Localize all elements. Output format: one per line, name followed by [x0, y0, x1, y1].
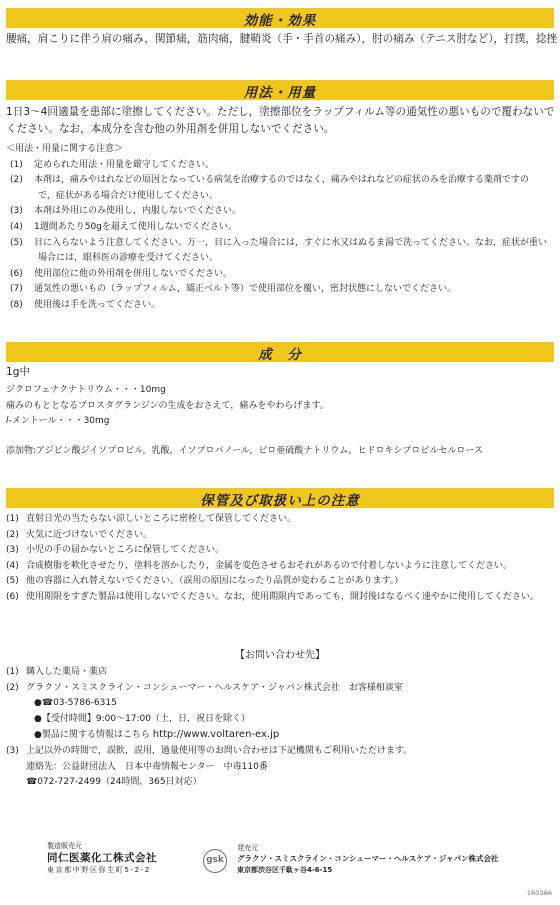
- storage-title: 保管及び取扱い上の注意: [200, 493, 360, 509]
- usage-caution-item: [6, 251, 554, 267]
- gsk-logo-icon: gsk: [203, 849, 227, 873]
- ingredients-additives: 添加物:アジピン酸ジイソプロピル，乳酸，イソプロパノール，ピロ亜硫酸ナトリウム，ヒドロキシプロピルセルロース: [6, 445, 483, 456]
- storage-item: [6, 543, 554, 559]
- usage-caution-item: [6, 267, 554, 283]
- ingredients-line3-text: -メントール・・・30mg: [8, 416, 110, 427]
- usage-caution-item: [6, 282, 554, 298]
- usage-caution-item: [6, 173, 554, 189]
- contact-item1: [6, 665, 554, 681]
- storage-item-num: (1): [6, 514, 19, 524]
- usage-caution-item-num: (3): [10, 206, 23, 217]
- ingredients-line3: [6, 414, 554, 430]
- contact-web-link[interactable]: http://www.voltaren-ex.jp: [152, 729, 280, 741]
- storage-item: [6, 512, 554, 528]
- seller-block: [237, 844, 499, 875]
- usage-caution-item-text: 本剤は外用にのみ使用し，内服しないでください。: [34, 206, 242, 217]
- contact-section: [6, 648, 554, 791]
- contact-item2: [6, 681, 554, 697]
- usage-caution-item: [6, 236, 554, 252]
- usage-caution: [6, 142, 554, 314]
- usage-caution-item-num: (8): [10, 299, 23, 310]
- usage-caution-title: ＜用法・用量に関する注意＞: [6, 144, 124, 154]
- contact-poison-phone: ☎072-727-2499（24時間，365日対応）: [26, 777, 202, 788]
- storage-item-text: 直射日光の当たらない涼しいところに密栓して保管してください。: [26, 514, 297, 524]
- usage-caution-item-num: (1): [10, 159, 23, 170]
- storage-item-text: 使用期限をすぎた製品は使用しないでください。なお，使用期限内であっても，開封後はなるべく速やかに使用してください。: [26, 591, 539, 602]
- usage-caution-item: [6, 204, 554, 220]
- storage-item: [6, 528, 554, 544]
- storage-item-text: 合成樹脂を軟化させたり，塗料を溶かしたり，金属を変色させるおそれがあるので付着しないように注意してください。: [26, 560, 513, 571]
- storage-item: [6, 590, 554, 606]
- contact-item3-text: 上記以外の時間で，誤飲，誤用，過量使用等のお問い合わせは下記機関もご利用いただけます。: [26, 745, 413, 756]
- contact-item1-num: (1): [6, 667, 19, 677]
- effects-body: [6, 31, 558, 48]
- ingredients-line1: ジクロフェナクナトリウム・・・10mg: [6, 385, 166, 395]
- contact-phone: ●☎03-5786-6315: [34, 698, 117, 709]
- usage-caution-item-text: で，症状がある場合だけ使用してください。: [38, 190, 218, 201]
- maker-address: 東京都中野区弥生町5-2-2: [47, 866, 151, 874]
- contact-item2-num: (2): [6, 682, 19, 693]
- storage-item: [6, 559, 554, 575]
- contact-title: 【お問い合わせ先】: [235, 650, 325, 661]
- maker-name: 同仁医薬化工株式会社: [47, 852, 157, 864]
- contact-web: [6, 727, 554, 744]
- usage-title: 用法・用量: [243, 85, 317, 101]
- effects-text: 腰痛，肩こりに伴う肩の痛み，関節痛，筋肉痛，腱鞘炎（手・手首の痛み），肘の痛み（テニス肘など），打撲，捻挫: [6, 33, 558, 45]
- seller-name: グラクソ・スミスクライン・コンシューマー・ヘルスケア・ジャパン株式会社: [237, 854, 499, 863]
- storage-item-num: (6): [6, 591, 19, 602]
- contact-item2-text: グラクソ・スミスクライン・コンシューマー・ヘルスケア・ジャパン株式会社 お客様相談室: [26, 682, 403, 693]
- contact-org: 連絡先：公益財団法人 日本中毒情報センター 中毒110番: [26, 761, 268, 772]
- storage-item-text: 小児の手の届かないところに保管してください。: [26, 545, 225, 556]
- usage-caution-item-num: (2): [10, 175, 23, 186]
- ingredients-header: [6, 342, 554, 362]
- storage-item: [6, 574, 554, 590]
- effects-title: 効能・効果: [243, 13, 317, 29]
- ingredients-body: [6, 364, 554, 459]
- contact-item1-text: 購入した薬局・薬店: [26, 667, 108, 677]
- usage-body: [6, 104, 554, 138]
- storage-item-num: (5): [6, 576, 19, 587]
- usage-caution-item-text: 本剤は，痛みやはれなどの原因となっている病気を治療するのではなく，痛みやはれなどの症状のみを治療する薬剤ですの: [34, 175, 529, 186]
- usage-caution-item-text: 定められた用法・用量を厳守してください。: [34, 159, 215, 170]
- contact-item3-num: (3): [6, 745, 19, 756]
- effects-header: [6, 8, 554, 28]
- usage-caution-item-text: 目に入らないよう注意してください。万一，目に入った場合には，すぐに水又はぬるま湯で洗ってください。なお，症状が重い: [34, 237, 548, 248]
- ingredients-line3-prefix: l: [6, 416, 9, 427]
- storage-item-num: (4): [6, 560, 19, 571]
- usage-caution-item-text: 使用後は手を洗ってください。: [34, 299, 161, 310]
- usage-caution-item: [6, 189, 554, 205]
- usage-caution-item-num: (7): [10, 284, 23, 295]
- usage-caution-item: [6, 220, 554, 236]
- contact-item3: [6, 744, 554, 760]
- usage-caution-item-text: 通気性の悪いもの（ラップフィルム，矯正ベルト等）で使用部位を覆い，密封状態にしないでください。: [34, 284, 457, 295]
- storage-item-text: 他の容器に入れ替えないでください。（誤用の原因になったり品質が変わることがあります。）: [26, 576, 404, 587]
- usage-text-line1: 1日3〜4回適量を患部に塗擦してください。ただし，塗擦部位をラップフィルム等の通気性の悪いもので覆わないで: [6, 106, 555, 118]
- usage-caution-list: [6, 158, 554, 314]
- usage-text-line2: ください。なお，本成分を含む他の外用剤を併用しないでください。: [6, 123, 335, 135]
- usage-caution-item-text: 1週間あたり50gを超えて使用しないでください。: [34, 221, 237, 232]
- storage-list: [6, 512, 554, 606]
- contact-web-prefix: ●製品に関する情報はこちら: [34, 730, 150, 741]
- usage-caution-item: [6, 298, 554, 314]
- storage-item-num: (2): [6, 529, 19, 540]
- seller-address: 東京都渋谷区千駄ヶ谷4-6-15: [237, 866, 333, 874]
- ingredients-title: 成 分: [258, 347, 302, 363]
- document-code: 1603A6: [526, 889, 552, 897]
- maker-label: 製造販売元: [47, 842, 82, 850]
- usage-caution-item-text: 使用部位に他の外用剤を併用しないでください。: [34, 268, 233, 279]
- storage-item-text: 火気に近づけないでください。: [26, 529, 153, 540]
- maker-block: [47, 842, 157, 875]
- ingredients-per: 1g中: [6, 366, 31, 378]
- usage-caution-item-num: (6): [10, 268, 23, 279]
- usage-caution-item-text: 場合には，眼科医の診療を受けてください。: [38, 253, 219, 264]
- usage-caution-item-num: (5): [10, 237, 23, 248]
- usage-caution-item: [6, 158, 554, 174]
- seller-label: 発売元: [237, 844, 258, 852]
- storage-item-num: (3): [6, 545, 19, 556]
- storage-header: [6, 488, 554, 508]
- usage-header: [6, 80, 554, 100]
- usage-caution-item-num: (4): [10, 221, 23, 232]
- ingredients-line2: 痛みのもととなるプロスタグランジンの生成をおさえて，痛みをやわらげます。: [6, 400, 329, 411]
- contact-hours: ●【受付時間】9:00〜17:00（土，日，祝日を除く）: [34, 713, 251, 724]
